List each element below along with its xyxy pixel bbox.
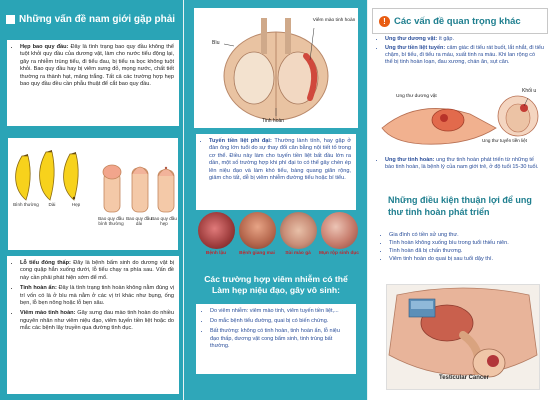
penile-cancer-lead: Ung thư dương vật: <box>385 36 438 42</box>
prostate-text <box>196 134 356 189</box>
phimosis-text <box>7 40 179 95</box>
conditions-box <box>7 256 179 394</box>
warts-image <box>280 212 317 249</box>
foreskin-long-icon <box>132 167 148 212</box>
gonorrhea-image <box>198 212 235 249</box>
list-item: • Bất thường: không có tinh hoàn, tinh hoàn ẩn, lỗ niệu đạo thấp, dương vật cong bẩm sinh, tinh trùng bất thường. <box>210 328 350 350</box>
prostate-cancer-body: cảm giác đi tiểu rát buốt, lắt nhắt, đi tiểu chậm, bí tiểu, đi tiểu ra máu, xuất tinh ra máu. Khi lan rộng có thể bị tinh hoàn loạn, đau xương, chán ăn, sụt cân. <box>385 45 544 65</box>
cryptorchidism-body: Đây là tình trạng tinh hoàn không nằm đúng vị trí vốn có là ở bìu mà nằm ở các vị trí khác như bụng, ống bẹn, lỗ bẹn nông hoặc lỗ bẹn sâu. <box>20 285 175 307</box>
caption-foreskin-normal: Bao quy đầu bình thường <box>98 216 124 226</box>
hypospadias-lead: Lỗ tiểu đóng thấp: <box>20 260 71 266</box>
risk-factors-title: Những điều kiện thuận lợi để ung thư tinh hoàn phát triển <box>388 195 532 217</box>
list-item: • Tinh hoàn không xuống bìu trong tuổi thiếu niên. <box>389 240 544 247</box>
epididymitis-lead: Viêm mào tinh hoàn: <box>20 310 76 317</box>
phimosis-body: Đây là tình trạng bao quy đầu không thể tuột khỏi quy đầu của dương vật, làm cho nước tiểu động lại, gây ra nhiễm trùng tiểu, đi tiểu đau, bị tiểu ra bọc không tuột khỏi. Bao quy đầu hay bị viêm sưng đỏ, mọng nước, chất tiết thường ra thành hạt, mảng trắng. Tất cả các trường hợp hẹp bao quy đầu đều cần phẫu thuật để cắt bao quy đầu. <box>20 44 174 88</box>
exclamation-icon: ! <box>379 16 390 27</box>
penile-cancer-body: ít gặp. <box>438 36 455 42</box>
herpes-image <box>321 212 358 249</box>
caption-foreskin-long: Bao quy đầu dài <box>126 216 152 226</box>
testicular-cancer-list <box>376 157 544 171</box>
list-item: • Viêm tinh hoàn do quai bị sau tuổi dậy thì. <box>389 256 544 263</box>
phimosis-lead: Hẹp bao quy đầu: <box>20 44 69 50</box>
testicular-cancer-body: ung thư tinh hoàn phát triển từ những tế bào tinh hoàn, là bệnh lý của nam giới trẻ, ở độ tuổi 15-30 tuổi. <box>385 157 539 170</box>
prostate-lead: Tuyến tiền liệt phì đại: <box>209 138 272 144</box>
list-item <box>385 157 544 171</box>
list-item <box>385 36 544 43</box>
square-bullet-icon <box>6 15 15 24</box>
syphilis-image <box>239 212 276 249</box>
label-syphilis: Bệnh giang mai <box>239 251 275 256</box>
caption-normal: Bình thường <box>13 202 39 207</box>
scrotum-svg <box>194 8 358 128</box>
list-item: • Do mắc bệnh tiểu đường, quai bị có biến chứng. <box>210 318 350 325</box>
cryptorchidism-lead: Tinh hoàn ẩn: <box>20 285 57 292</box>
list-item: • Gia đình có tiền sử ung thư. <box>389 232 544 239</box>
anatomy-svg <box>387 285 539 389</box>
section-title-men-problems <box>6 14 178 25</box>
label-tumor: Khối u <box>522 88 537 94</box>
list-item <box>385 45 544 66</box>
prostate-box <box>196 134 356 210</box>
label-scrotum: Bìu <box>212 40 220 46</box>
label-epididymitis: Viêm mào tinh hoàn <box>312 18 356 23</box>
testicular-cancer-lead: Ung thư tinh hoàn: <box>385 157 435 163</box>
banana-normal-icon <box>16 154 31 200</box>
foreskin-tight-icon <box>158 167 174 212</box>
std-images-row <box>196 212 358 258</box>
foreskin-svg <box>8 138 178 250</box>
section-title-text: Những vấn đề nam giới gặp phải <box>19 14 176 25</box>
banana-long-icon <box>40 150 55 200</box>
hypospadias-body: Đây là bệnh bẩm sinh do dương vật bị cong quặp hẳn xuống dưới, lỗ tiểu chạy ra phía sau. Vấn đề này cần phải phát hiện sớm để mổ. <box>20 260 175 281</box>
banana-narrow-icon <box>64 152 79 200</box>
other-issues-title: Các vấn đề quan trọng khác <box>394 15 521 27</box>
conditions-text <box>7 256 179 340</box>
label-testis: Tinh hoàn <box>262 118 285 124</box>
label-herpes: Mụn rộp sinh dục <box>319 251 359 256</box>
caption-long: Dài <box>48 202 56 207</box>
other-issues-header <box>372 8 548 34</box>
foreskin-normal-icon <box>103 165 121 212</box>
epididymitis-body: Gây sưng đau mào tinh hoàn do nhiều nguyên nhân như viêm niệu đạo, viêm tuyến tiền liệt hoặc do mắc các bệnh lây truyền qua đường tình dục. <box>20 310 174 332</box>
phimosis-box <box>7 40 179 126</box>
label-testicular-cancer: Testicular Cancer <box>439 375 489 381</box>
cancer-list <box>376 36 544 68</box>
label-gonorrhea: Bệnh lậu <box>205 251 227 256</box>
list-item: • Tinh hoàn đã bị chấn thương. <box>389 248 544 255</box>
risk-factors-list <box>380 232 544 264</box>
prostate-body: Thường lành tính, hay gặp ở đàn ông lớn tuổi do sự thay đổi cân bằng nội tiết tố trong cơ thể. Điều này làm cho tuyến tiền liệt bất đầu lớn ra dần, một số trường hợp khi phì đại to có thể gây chèn ép lên niệu đạo và làm khó tiểu, bàng quang giãn rộng, giảm cho tất, dễ bị viêm nhiễm đường tiểu hoặc bí tiểu. <box>209 138 351 182</box>
caption-foreskin-tight: Bao quy đầu hẹp <box>151 216 177 226</box>
cancer-diagram <box>378 88 544 150</box>
label-prostate-cancer: Ung thư tuyến tiền liệt <box>482 138 527 143</box>
epididymitis-diagram <box>194 8 358 128</box>
prostate-cancer-lead: Ung thư tiền liệt tuyến: <box>385 45 446 51</box>
list-item: • Do viêm nhiễm: viêm mào tinh, viêm tuyến tiền liệt,... <box>210 308 350 315</box>
label-penile-cancer: Ung thư dương vật <box>396 94 437 99</box>
label-warts: Sùi mào gà <box>285 251 311 256</box>
infertility-list <box>196 304 356 374</box>
foreskin-illustration <box>8 138 178 250</box>
caption-tight: Hẹp <box>71 202 81 207</box>
infertility-title: Các trường hợp viêm nhiễm có thể Làm hẹp niệu đạo, gây vô sinh: <box>204 274 348 295</box>
testicular-cancer-image <box>386 284 540 390</box>
